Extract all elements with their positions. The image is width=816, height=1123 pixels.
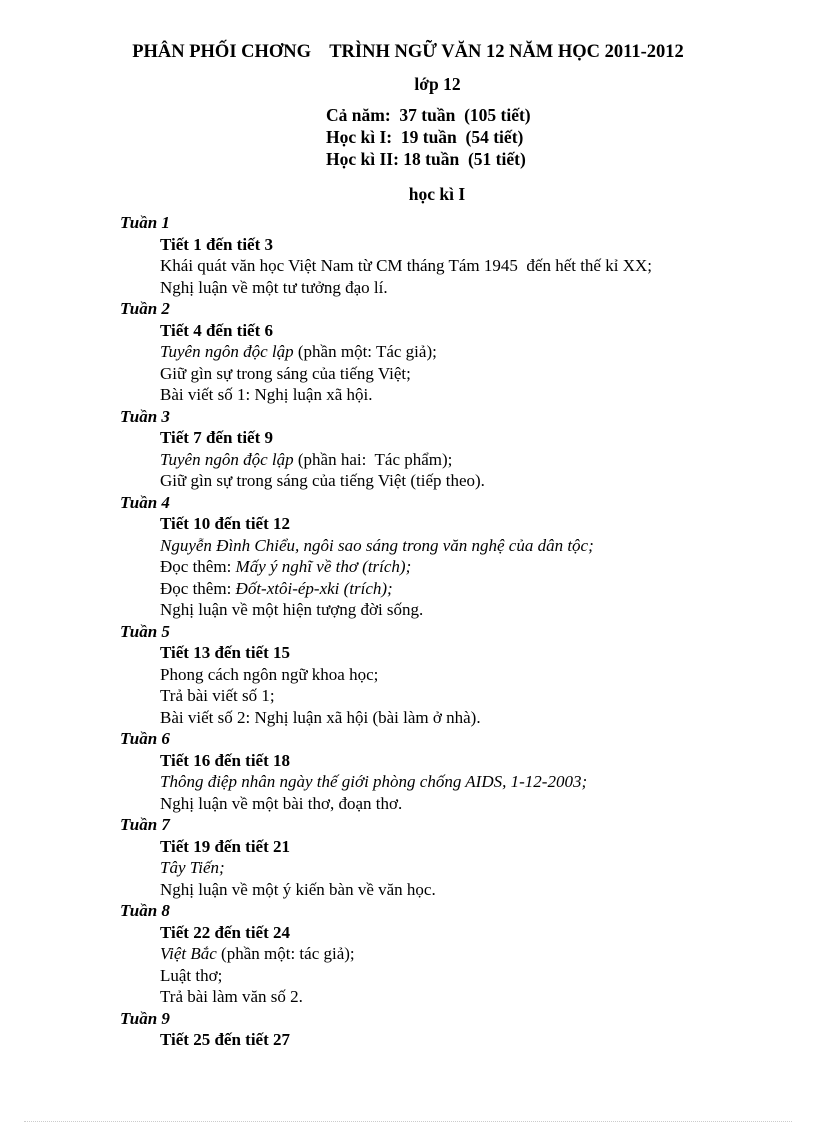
lesson-item	[120, 578, 652, 600]
week-block	[120, 298, 652, 406]
lesson-text: Nghị luận về một hiện tượng đời sống.	[160, 600, 424, 619]
lesson-item	[120, 363, 652, 385]
lesson-text: Nghị luận về một ý kiến bàn về văn học.	[160, 879, 436, 899]
week-block	[120, 621, 652, 729]
lesson-item	[120, 943, 652, 965]
week-block	[120, 900, 652, 1008]
lesson-item	[120, 449, 652, 471]
week-label: Tuần 8	[120, 901, 170, 920]
week-block	[120, 728, 652, 814]
lesson-text: Nghị luận về một tư tưởng đạo lí.	[160, 277, 388, 297]
lesson-text: Phong cách ngôn ngữ khoa học;	[160, 664, 379, 684]
lesson-item	[120, 965, 652, 987]
lesson-title-italic: Tuyên ngôn độc lập	[160, 342, 294, 361]
lesson-text: Trả bài làm văn số 2.	[160, 987, 303, 1006]
lesson-title-italic: Đốt-xtôi-ép-xki (trích);	[235, 578, 393, 598]
lesson-item	[120, 793, 652, 815]
lesson-range: Tiết 19 đến tiết 21	[160, 836, 291, 856]
summary-year: Cả năm: 37 tuần (105 tiết)	[326, 105, 531, 125]
lesson-range: Tiết 13 đến tiết 15	[160, 643, 291, 662]
lesson-text: Khái quát văn học Việt Nam từ CM tháng Tám 1945 đến hết thế kỉ XX;	[160, 256, 652, 275]
week-label: Tuần 2	[120, 299, 170, 318]
lesson-item	[120, 556, 652, 578]
lesson-item	[120, 535, 652, 557]
lesson-range: Tiết 22 đến tiết 24	[160, 922, 291, 942]
lesson-title-italic: Việt Bắc	[160, 944, 217, 963]
lesson-text: (phần hai: Tác phẩm);	[293, 449, 453, 469]
week-block	[120, 492, 652, 621]
lesson-item	[120, 599, 652, 621]
lesson-title-italic: Tuyên ngôn độc lập	[160, 449, 294, 469]
lesson-text: Trả bài viết số 1;	[160, 686, 275, 705]
lesson-range: Tiết 10 đến tiết 12	[160, 514, 291, 533]
lesson-item	[120, 384, 652, 406]
class-label: lớp 12	[414, 74, 461, 94]
week-label: Tuần 4	[120, 492, 170, 512]
lesson-range: Tiết 1 đến tiết 3	[160, 234, 274, 254]
summary-term-1: Học kì I: 19 tuần (54 tiết)	[326, 127, 524, 147]
week-label: Tuần 7	[120, 815, 170, 834]
lesson-range: Tiết 16 đến tiết 18	[160, 750, 291, 770]
lesson-title-italic: Tây Tiến;	[160, 858, 225, 877]
page-title: PHÂN PHỐI CHƠNG TRÌNH NGỮ VĂN 12 NĂM HỌC 2011-2012	[132, 42, 684, 62]
lesson-text: Giữ gìn sự trong sáng của tiếng Việt;	[160, 363, 411, 383]
lesson-item	[120, 986, 652, 1008]
lesson-item	[120, 470, 652, 492]
week-label: Tuần 9	[120, 1008, 170, 1028]
lesson-range: Tiết 4 đến tiết 6	[160, 320, 274, 340]
lesson-title-italic: Thông điệp nhân ngày thế giới phòng chống AIDS, 1-12-2003;	[160, 772, 588, 791]
weeks-list	[120, 212, 652, 1051]
lesson-text: Đọc thêm:	[160, 557, 236, 576]
schedule-summary	[326, 104, 531, 170]
week-label: Tuần 6	[120, 729, 170, 748]
page-bottom-divider	[24, 1121, 792, 1122]
lesson-item	[120, 664, 652, 686]
week-block	[120, 212, 652, 298]
lesson-item	[120, 277, 652, 299]
lesson-item	[120, 341, 652, 363]
lesson-text: Bài viết số 1: Nghị luận xã hội.	[160, 385, 373, 404]
lesson-item	[120, 685, 652, 707]
lesson-title-italic: Nguyễn Đình Chiểu, ngôi sao sáng trong văn nghệ của dân tộc;	[160, 535, 594, 555]
week-label: Tuần 1	[120, 213, 170, 232]
summary-term-2: Học kì II: 18 tuần (51 tiết)	[326, 149, 526, 169]
week-block	[120, 406, 652, 492]
lesson-item	[120, 879, 652, 901]
term-heading: học kì I	[408, 184, 466, 204]
lesson-text: (phần một: Tác giả);	[293, 342, 437, 361]
week-label: Tuần 3	[120, 406, 170, 426]
lesson-text: Bài viết số 2: Nghị luận xã hội (bài làm ở nhà).	[160, 707, 481, 727]
lesson-item	[120, 255, 652, 277]
week-block	[120, 1008, 652, 1051]
week-label: Tuần 5	[120, 621, 170, 641]
lesson-text: Luật thơ;	[160, 965, 223, 985]
lesson-item	[120, 707, 652, 729]
lesson-text: Nghị luận về một bài thơ, đoạn thơ.	[160, 793, 403, 813]
week-block	[120, 814, 652, 900]
lesson-text: Đọc thêm:	[160, 578, 236, 598]
lesson-text: Giữ gìn sự trong sáng của tiếng Việt (tiếp theo).	[160, 471, 485, 490]
lesson-item	[120, 771, 652, 793]
lesson-item	[120, 857, 652, 879]
lesson-range: Tiết 25 đến tiết 27	[160, 1030, 291, 1049]
lesson-text: (phần một: tác giả);	[216, 944, 355, 963]
lesson-title-italic: Mấy ý nghĩ về thơ (trích);	[235, 557, 412, 576]
lesson-range: Tiết 7 đến tiết 9	[160, 428, 274, 447]
